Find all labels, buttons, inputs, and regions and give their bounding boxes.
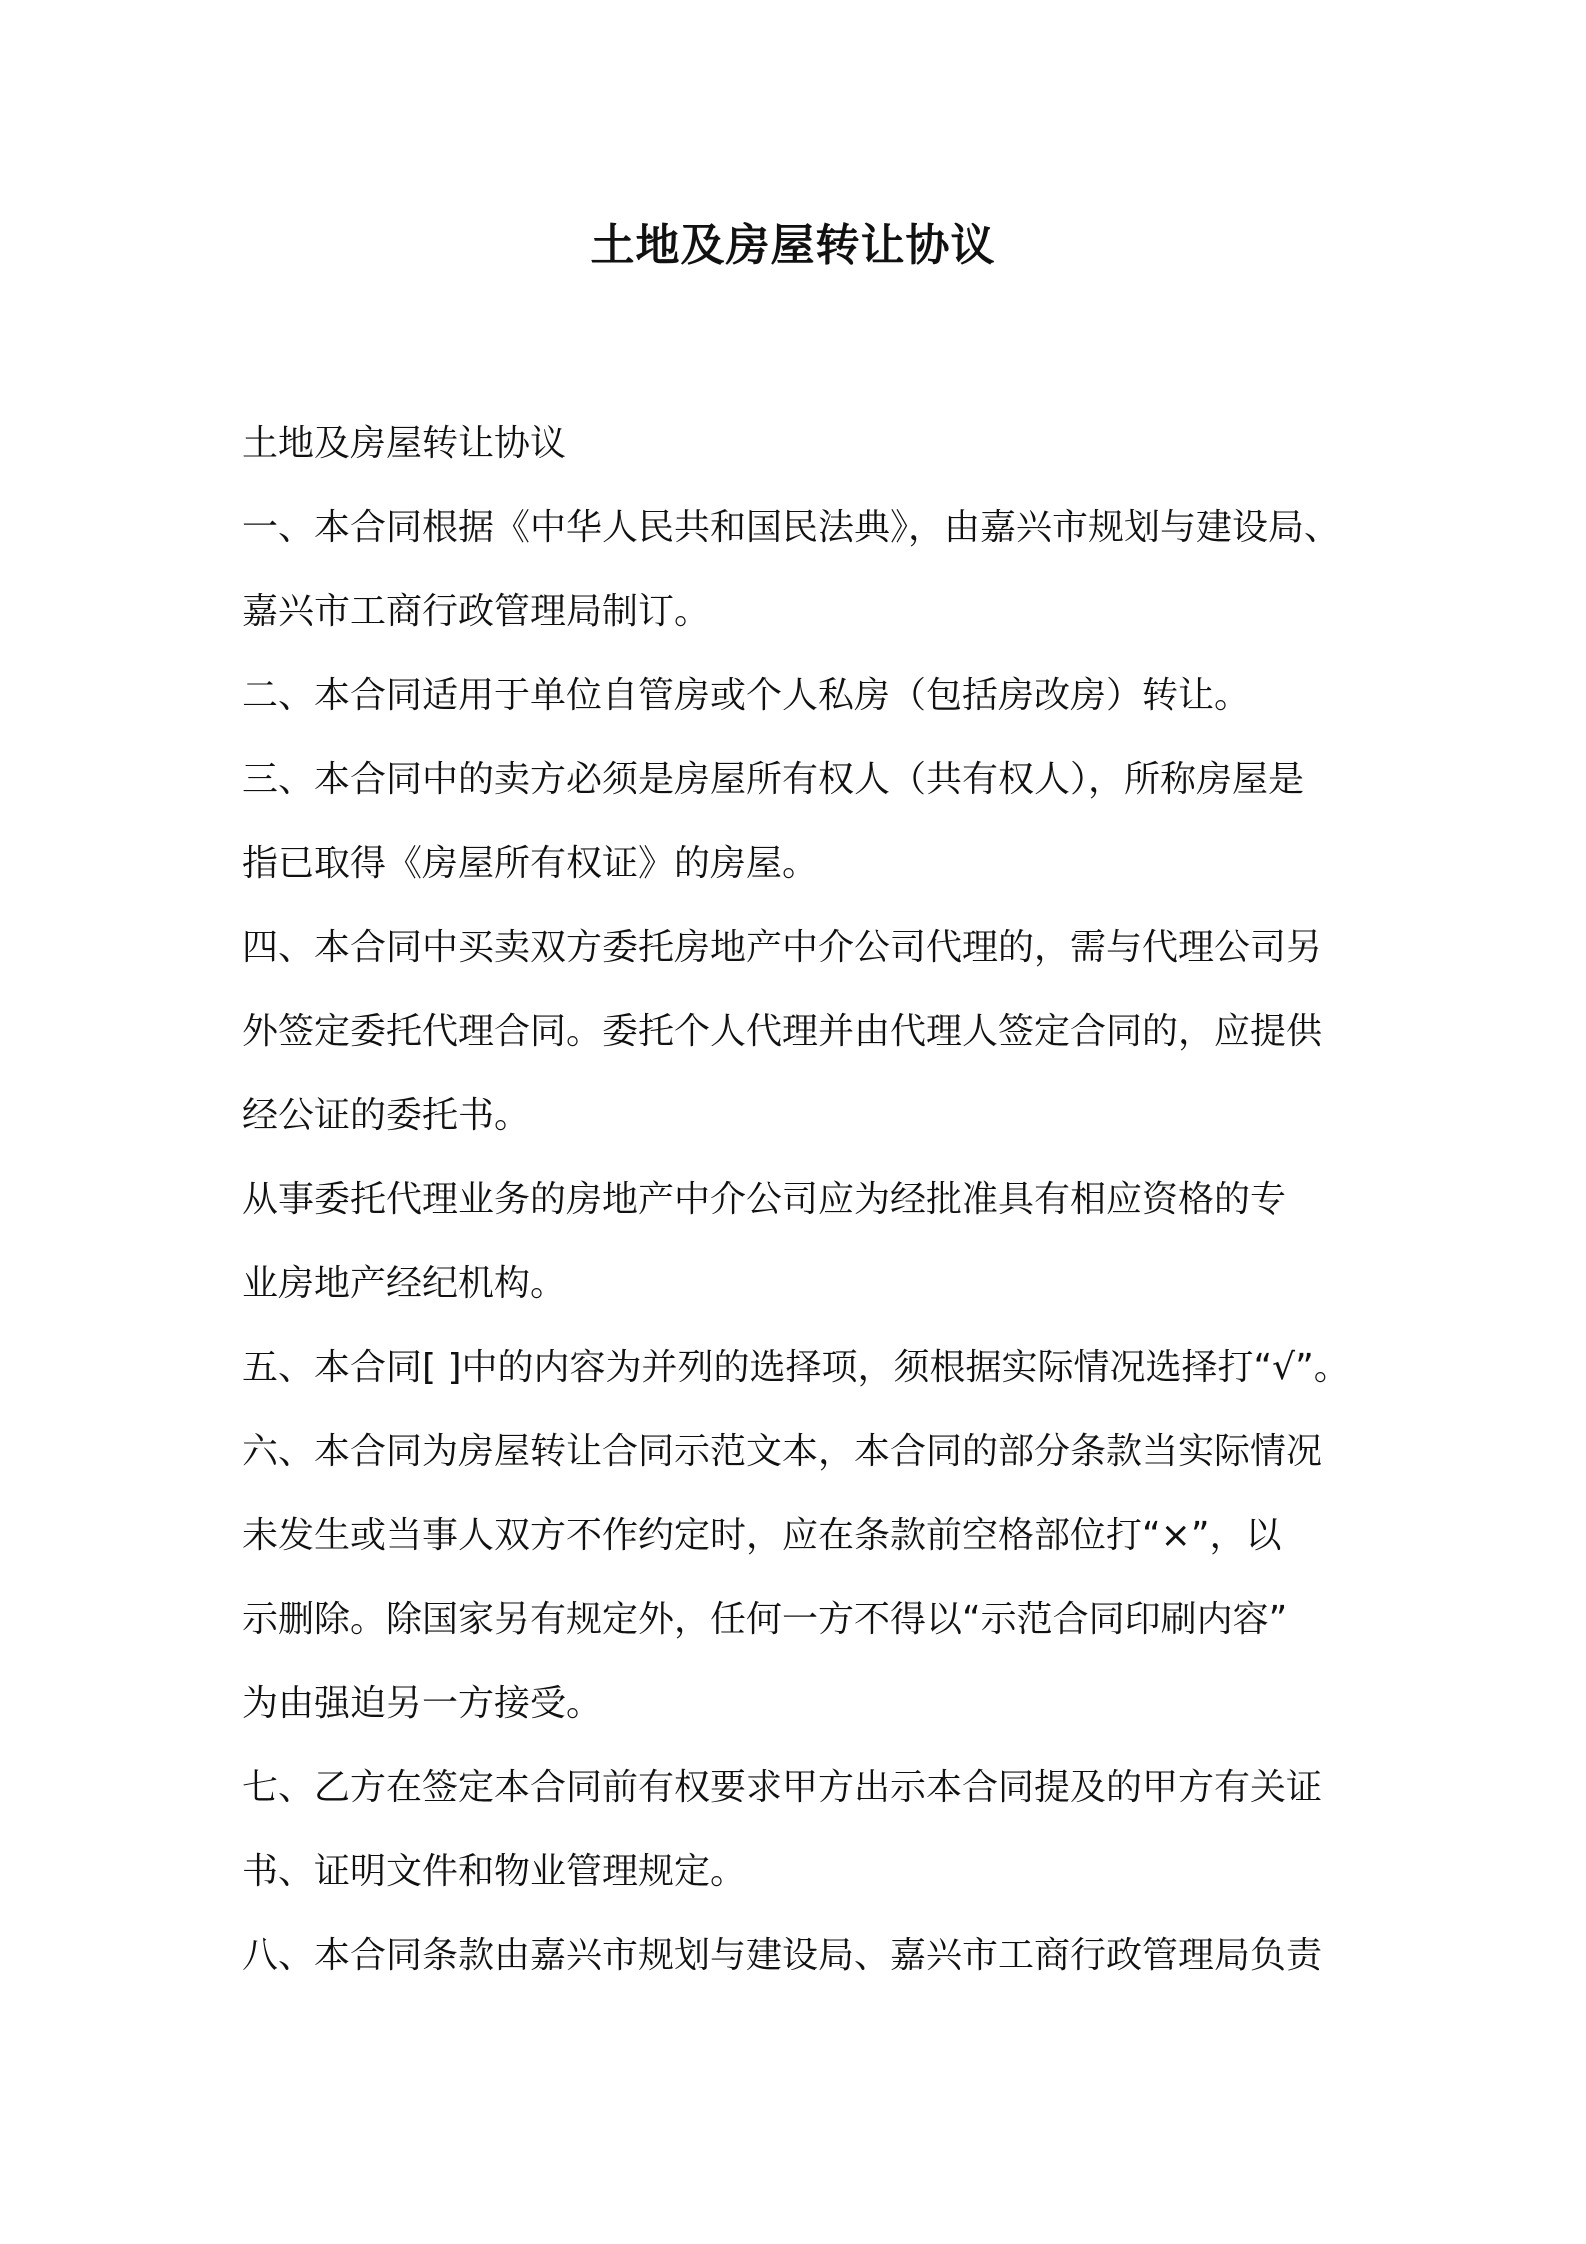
body-line: 为由强迫另一方接受。 xyxy=(242,1683,603,1724)
body-line: 从事委托代理业务的房地产中介公司应为经批准具有相应资格的专 xyxy=(242,1179,1287,1220)
body-line: 八、本合同条款由嘉兴市规划与建设局、嘉兴市工商行政管理局负责 xyxy=(242,1935,1323,1976)
body-line: 七、乙方在签定本合同前有权要求甲方出示本合同提及的甲方有关证 xyxy=(242,1767,1323,1808)
body-line: 六、本合同为房屋转让合同示范文本，本合同的部分条款当实际情况 xyxy=(242,1431,1323,1472)
body-line: 未发生或当事人双方不作约定时，应在条款前空格部位打“×”，以 xyxy=(242,1515,1282,1556)
body-line: 经公证的委托书。 xyxy=(242,1095,531,1136)
body-line: 三、本合同中的卖方必须是房屋所有权人（共有权人），所称房屋是 xyxy=(242,759,1305,800)
body-line: 书、证明文件和物业管理规定。 xyxy=(242,1851,747,1892)
body-line: 业房地产经纪机构。 xyxy=(242,1263,567,1304)
body-line: 五、本合同[ ]中的内容为并列的选择项，须根据实际情况选择打“√”。 xyxy=(242,1347,1350,1388)
body-line: 二、本合同适用于单位自管房或个人私房（包括房改房）转让。 xyxy=(242,675,1251,716)
document-body xyxy=(242,402,1372,1998)
body-line: 四、本合同中买卖双方委托房地产中介公司代理的，需与代理公司另 xyxy=(242,927,1323,968)
body-line: 嘉兴市工商行政管理局制订。 xyxy=(242,591,711,632)
body-line: 外签定委托代理合同。委托个人代理并由代理人签定合同的，应提供 xyxy=(242,1011,1323,1052)
document-title: 土地及房屋转让协议 xyxy=(590,220,996,271)
body-line: 示删除。除国家另有规定外，任何一方不得以“示范合同印刷内容” xyxy=(242,1599,1288,1640)
body-line: 土地及房屋转让协议 xyxy=(242,423,567,464)
body-line: 指已取得《房屋所有权证》的房屋。 xyxy=(242,843,819,884)
body-line: 一、本合同根据《中华人民共和国民法典》，由嘉兴市规划与建设局、 xyxy=(242,507,1341,548)
